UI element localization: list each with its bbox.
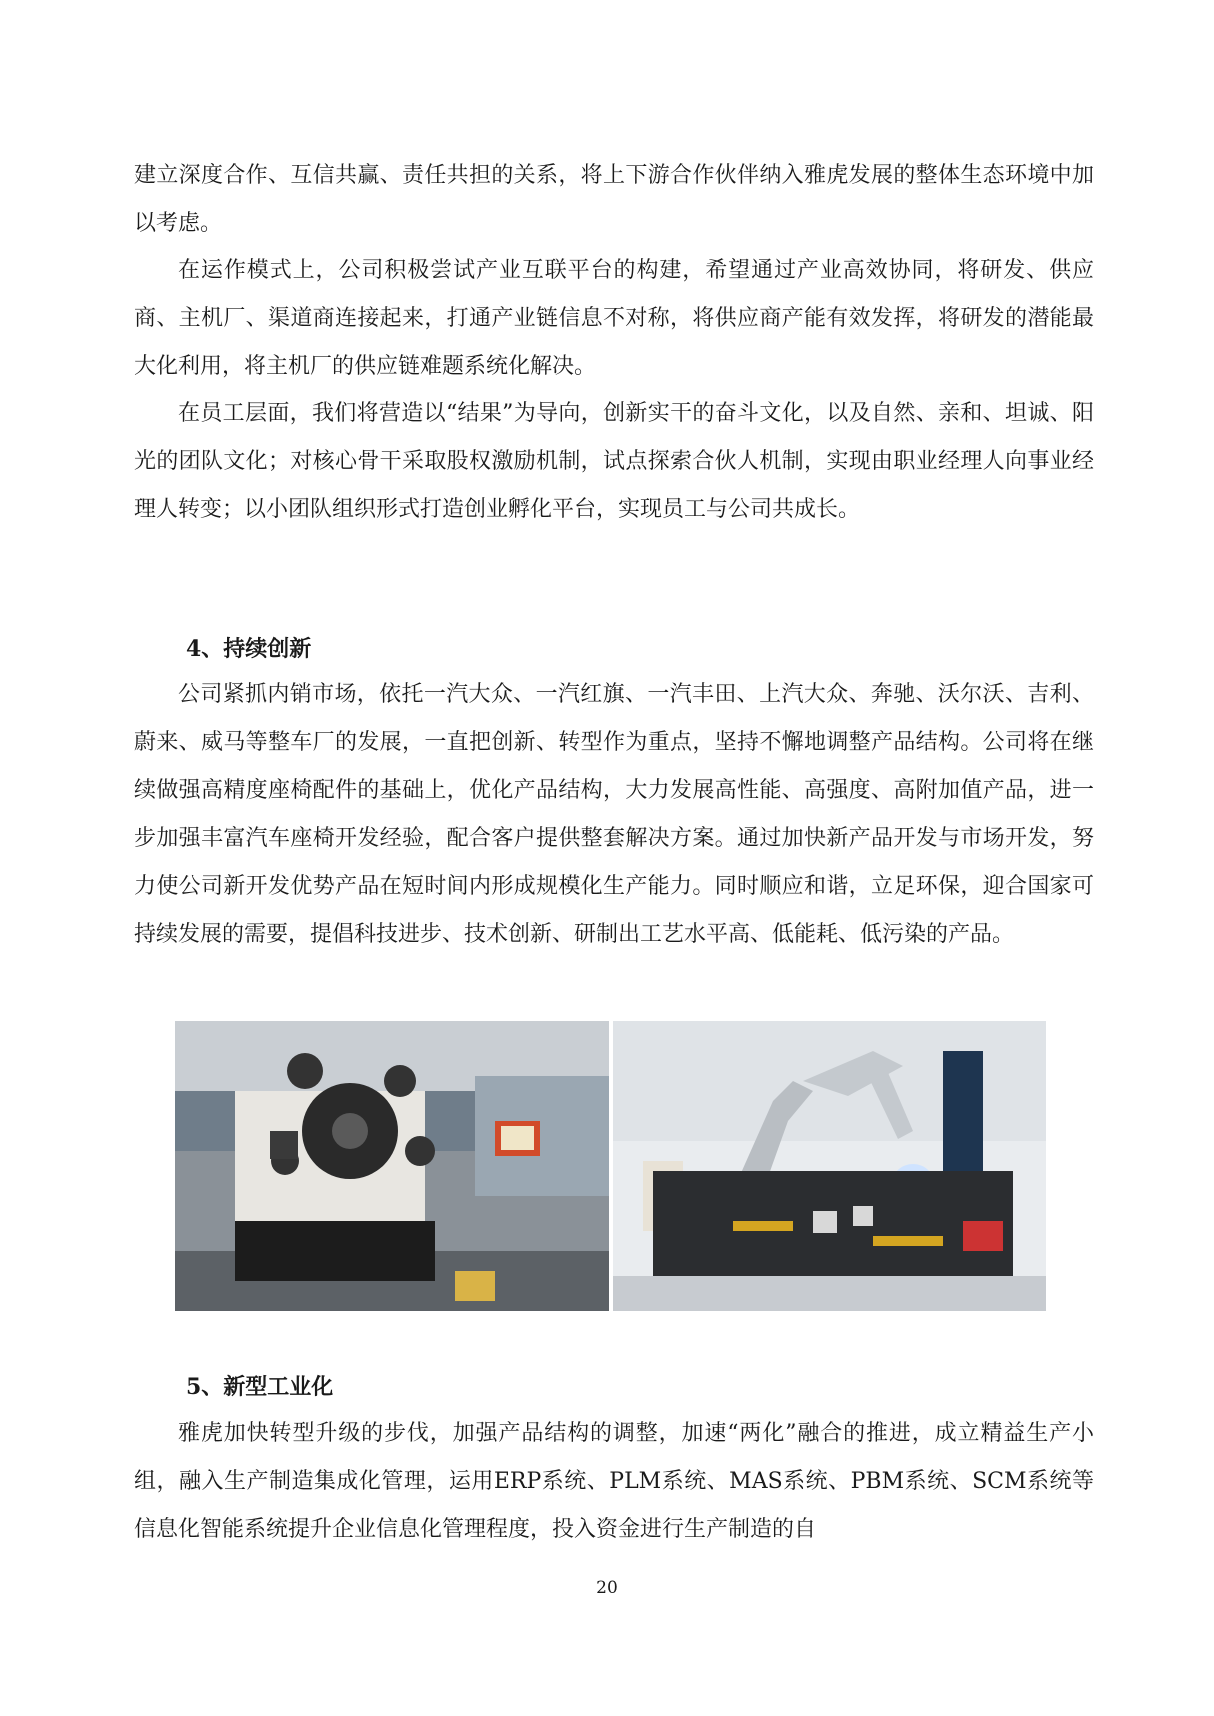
paragraph-continuation: 建立深度合作、互信共赢、责任共担的关系，将上下游合作伙伴纳入雅虎发展的整体生态环境中加以考虑。 [134,163,1094,236]
paragraph-employee-level: 在员工层面，我们将营造以“结果”为导向，创新实干的奋斗文化，以及自然、亲和、坦诚、阳光的团队文化；对核心骨干采取股权激励机制，试点探索合伙人机制，实现由职业经理人向事业经理人转变；以小团队组织形式打造创业孵化平台，实现员工与公司共成长。 [134,401,1094,522]
paragraph-new-industrialization: 雅虎加快转型升级的步伐，加强产品结构的调整，加速“两化”融合的推进，成立精益生产小组，融入生产制造集成化管理，运用ERP系统、PLM系统、MAS系统、PBM系统、SCM系统等信息化智能系统提升企业信息化管理程度，投入资金进行生产制造的自 [134,1421,1094,1542]
paragraph-operation-mode: 在运作模式上，公司积极尝试产业互联平台的构建，希望通过产业高效协同，将研发、供应商、主机厂、渠道商连接起来，打通产业链信息不对称，将供应商产能有效发挥，将研发的潜能最大化利用，将主机厂的供应链难题系统化解决。 [134,258,1094,379]
section-heading-continuous-innovation: 4、持续创新 [186,636,312,662]
paragraph-continuous-innovation: 公司紧抓内销市场，依托一汽大众、一汽红旗、一汽丰田、上汽大众、奔驰、沃尔沃、吉利、蔚来、威马等整车厂的发展，一直把创新、转型作为重点，坚持不懈地调整产品结构。公司将在继续做强高精度座椅配件的基础上，优化产品结构，大力发展高性能、高强度、高附加值产品，进一步加强丰富汽车座椅开发经验，配合客户提供整套解决方案。通过加快新产品开发与市场开发，努力使公司新开发优势产品在短时间内形成规模化生产能力。同时顺应和谐，立足环保，迎合国家可持续发展的需要，提倡科技进步、技术创新、研制出工艺水平高、低能耗、低污染的产品。 [134,682,1094,947]
welding-robot-photo [613,1021,1046,1311]
page-number: 20 [596,1578,618,1598]
section-heading-new-industrialization: 5、新型工业化 [186,1374,334,1400]
spring-forming-machine-photo [175,1021,609,1311]
